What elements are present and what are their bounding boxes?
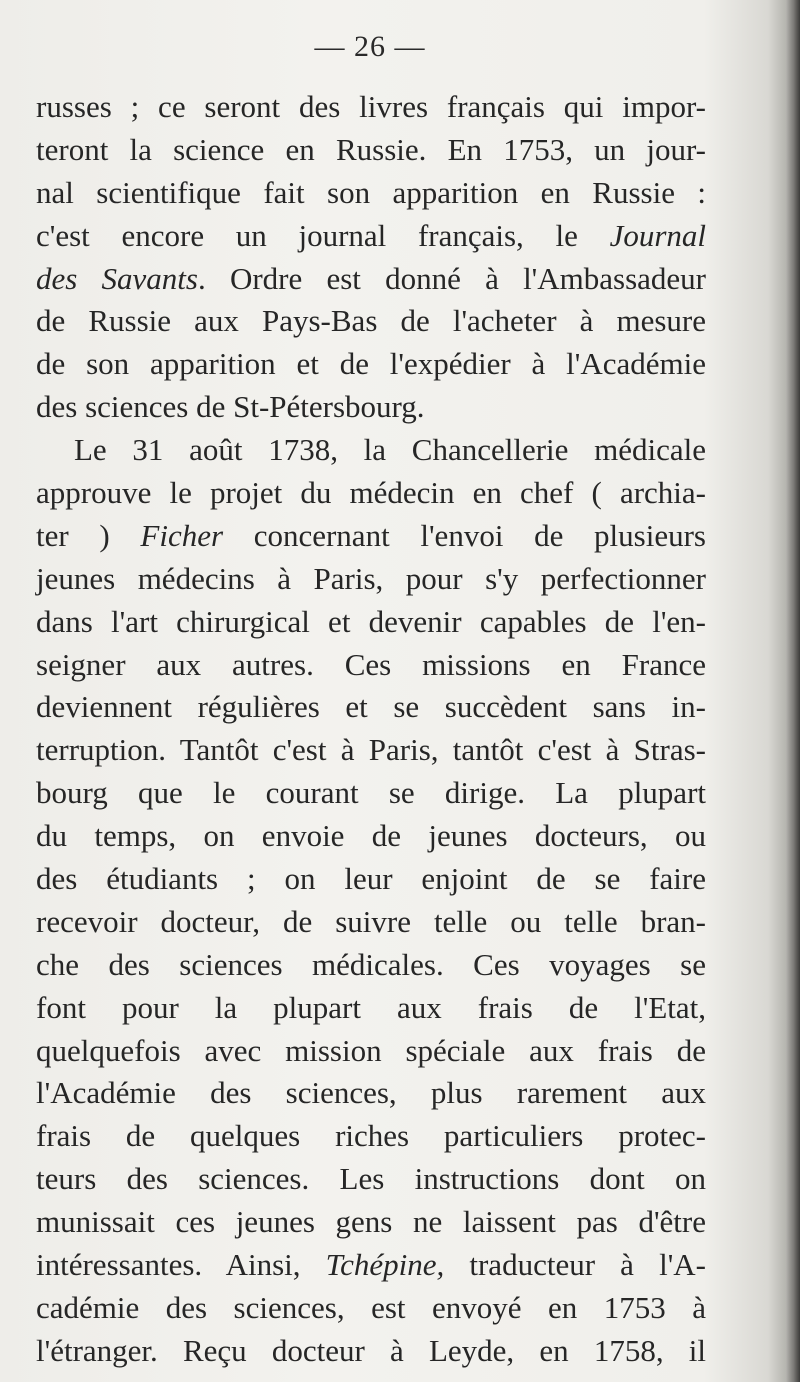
body-text — [36, 86, 706, 1373]
text-line: des Savants. Ordre est donné à l'Ambassadeur — [36, 260, 706, 296]
page-edge-shadow — [786, 0, 800, 1382]
text-line: intéressantes. Ainsi, Tchépine, traducteur à l'A- — [36, 1247, 706, 1283]
text-line: teurs des sciences. Les instructions dont on — [36, 1161, 706, 1197]
text-line: dans l'art chirurgical et devenir capables de l'en- — [36, 603, 706, 639]
text-line: deviennent régulières et se succèdent sans in- — [36, 689, 706, 725]
text-line: bourg que le courant se dirige. La plupart — [36, 775, 706, 811]
page-number: — 26 — — [314, 30, 426, 63]
text-line: Le 31 août 1738, la Chancellerie médicale — [74, 432, 706, 468]
text-line: che des sciences médicales. Ces voyages se — [36, 946, 706, 982]
text-line: c'est encore un journal français, le Journal — [36, 217, 706, 253]
text-line: russes ; ce seront des livres français qui impor- — [36, 89, 706, 124]
text-line: teront la science en Russie. En 1753, un jour- — [36, 131, 706, 167]
text-line: quelquefois avec mission spéciale aux frais de — [36, 1032, 706, 1068]
journal-title-italic: des Savants — [36, 260, 198, 296]
text-line: des sciences de St-Pétersbourg. — [36, 389, 425, 425]
text-line: munissait ces jeunes gens ne laissent pas d'être — [36, 1204, 706, 1240]
text-line: de son apparition et de l'expédier à l'Académie — [36, 346, 706, 382]
person-name-italic: Ficher — [140, 517, 224, 553]
text-line: cadémie des sciences, est envoyé en 1753 à — [36, 1289, 706, 1325]
text-line: l'Académie des sciences, plus rarement aux — [36, 1075, 706, 1111]
text-line: recevoir docteur, de suivre telle ou telle bran- — [36, 903, 706, 939]
journal-title-italic: Journal — [609, 217, 706, 253]
text-line: nal scientifique fait son apparition en Russie : — [36, 174, 706, 210]
text-line: du temps, on envoie de jeunes docteurs, ou — [36, 818, 706, 854]
text-line: ter ) Ficher concernant l'envoi de plusieurs — [36, 517, 706, 553]
text-line: jeunes médecins à Paris, pour s'y perfectionner — [36, 560, 706, 596]
text-line: frais de quelques riches particuliers protec- — [36, 1118, 706, 1154]
person-name-italic: Tchépine, — [325, 1247, 445, 1283]
text-line: terruption. Tantôt c'est à Paris, tantôt c'est à Stras- — [36, 732, 706, 768]
text-line: l'étranger. Reçu docteur à Leyde, en 1758, il — [36, 1332, 706, 1368]
text-line: approuve le projet du médecin en chef ( archia- — [36, 475, 706, 511]
text-line: des étudiants ; on leur enjoint de se faire — [36, 861, 706, 897]
text-line: font pour la plupart aux frais de l'Etat, — [36, 989, 706, 1025]
text-line: de Russie aux Pays-Bas de l'acheter à mesure — [36, 303, 706, 339]
text-line: seigner aux autres. Ces missions en France — [36, 646, 706, 682]
